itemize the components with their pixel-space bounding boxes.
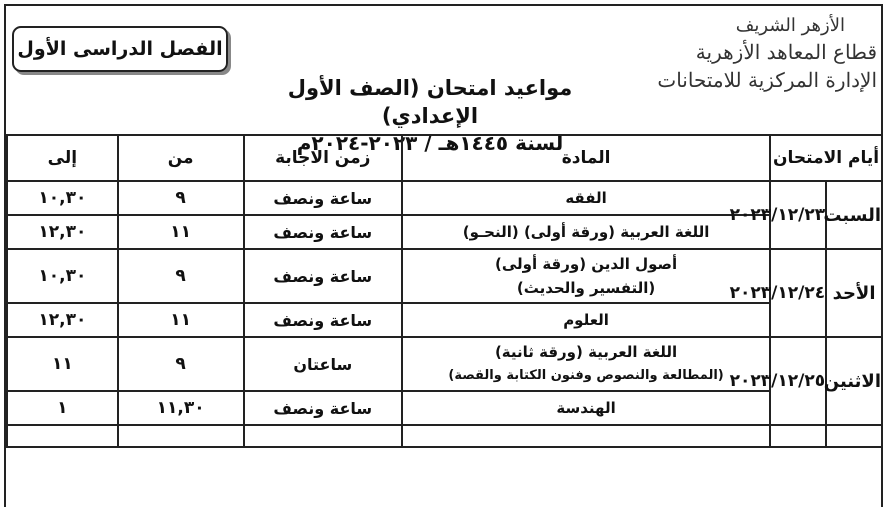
header-days: أيام الامتحان [770, 135, 882, 181]
subject-cell: الفقه [402, 181, 770, 215]
header-to: إلى [7, 135, 118, 181]
table-row [7, 181, 882, 215]
duration-cell: ساعة ونصف [244, 303, 402, 337]
header-subject: المادة [402, 135, 770, 181]
date-cell: ٢٠٢٣/١٢/٢٤ [770, 249, 826, 337]
day-cell: الاثنين [826, 337, 882, 425]
day-cell: السبت [826, 181, 882, 249]
to-cell: ١١ [7, 337, 118, 391]
subject-cell [402, 337, 770, 391]
subject-cell: اللغة العربية (ورقة أولى) (النحـو) [402, 215, 770, 249]
subject-line-2: (التفسير والحديث) [516, 279, 656, 297]
term-label: الفصل الدراسى الأول [17, 38, 223, 60]
table-row [7, 337, 882, 391]
table-row [7, 391, 882, 425]
subject-cell: العلوم [402, 303, 770, 337]
duration-cell: ساعة ونصف [244, 181, 402, 215]
table-header-row [7, 135, 882, 181]
subject-line-1: أصول الدين (ورقة أولى) [494, 255, 678, 273]
from-cell: ١١,٣٠ [118, 391, 244, 425]
duration-cell: ساعة ونصف [244, 249, 402, 303]
subject-line-1: اللغة العربية (ورقة ثانية) [494, 343, 678, 361]
organization-header [637, 14, 877, 94]
date-cell: ٢٠٢٣/١٢/٢٣ [770, 181, 826, 249]
to-cell: ١٢,٣٠ [7, 215, 118, 249]
duration-cell: ساعتان [244, 337, 402, 391]
table-row-cut [7, 425, 882, 447]
header-duration: زمن الاجابة [244, 135, 402, 181]
term-label-box [12, 26, 228, 72]
from-cell: ٩ [118, 249, 244, 303]
to-cell: ١ [7, 391, 118, 425]
org-line-3: الإدارة المركزية للامتحانات [657, 68, 877, 92]
to-cell: ١٠,٣٠ [7, 181, 118, 215]
date-cell: ٢٠٢٣/١٢/٢٥ [770, 337, 826, 425]
from-cell: ١١ [118, 303, 244, 337]
exam-schedule-table [6, 134, 883, 448]
subject-cell [402, 249, 770, 303]
duration-cell: ساعة ونصف [244, 215, 402, 249]
title-line-1: مواعيد امتحان (الصف الأول الإعدادي) [287, 76, 573, 128]
org-line-2: قطاع المعاهد الأزهرية [695, 40, 877, 64]
subject-line-2: (المطالعة والنصوص وفنون الكتابة والقصة) [448, 368, 724, 383]
day-cell: الأحد [826, 249, 882, 337]
title-line-2: لسنة ١٤٤٥هـ / ٢٠٢٣-٢٠٢٤م [296, 131, 564, 155]
duration-cell: ساعة ونصف [244, 391, 402, 425]
to-cell: ١٢,٣٠ [7, 303, 118, 337]
from-cell: ٩ [118, 337, 244, 391]
org-line-1: الأزهر الشريف [735, 15, 845, 36]
table-row [7, 249, 882, 303]
from-cell: ١١ [118, 215, 244, 249]
to-cell: ١٠,٣٠ [7, 249, 118, 303]
header-from: من [118, 135, 244, 181]
from-cell: ٩ [118, 181, 244, 215]
table-row [7, 303, 882, 337]
subject-cell: الهندسة [402, 391, 770, 425]
